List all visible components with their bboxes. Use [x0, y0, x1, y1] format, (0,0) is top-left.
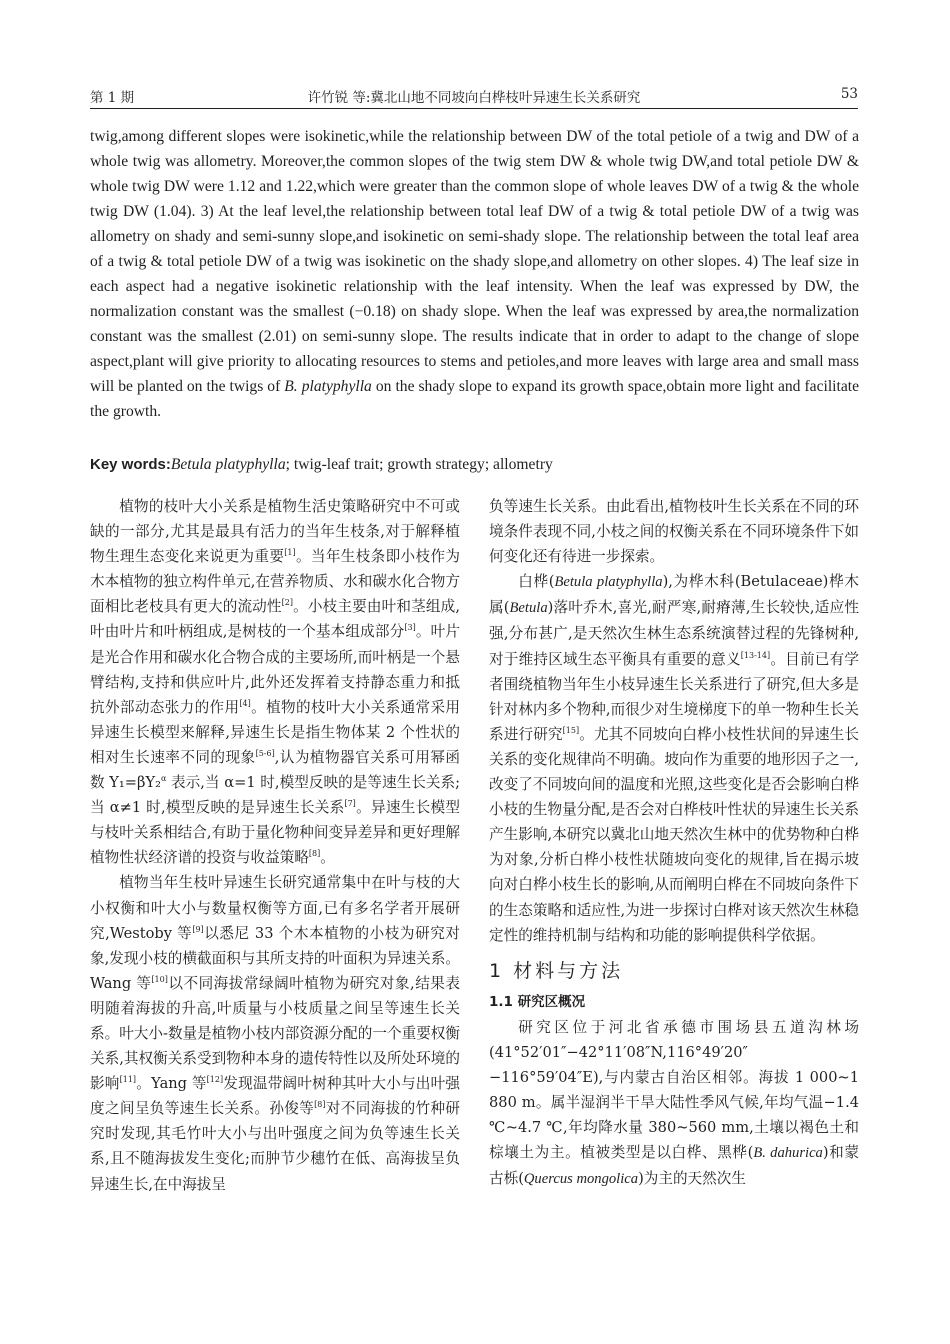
- text: 。异速生长模型与枝叶关系相结合,有助于量化物种间变异差异和更好理解植物性状经济谱的投资与收益策略: [90, 799, 460, 867]
- text: 植物当年生枝叶异速生长研究通常集中在叶与枝的大小权衡和叶大小与数量权衡等方面,已有多名学者开展研究,Westoby 等: [90, 874, 460, 942]
- text: 。叶片是光合作用和碳水化合物合成的主要场所,而叶柄是一个悬臂结构,支持和供应叶片,此外还发挥着支持静态重力和抵抗外部动态张力的作用: [90, 623, 460, 716]
- intro-paragraph-1: [90, 494, 460, 870]
- text: 以不同海拔常绿阔叶植物为研究对象,结果表明随着海拔的升高,叶质量与小枝质量之间呈等速生长关系。叶大小-数量是植物小枝内部资源分配的一个重要权衡关系,其权衡关系受到物种本身的遗传特性以及所处环境的影响: [90, 974, 460, 1093]
- keywords-rest: ; twig-leaf trait; growth strategy; allometry: [285, 456, 553, 473]
- citation: [9]: [192, 924, 204, 934]
- citation: [15]: [562, 725, 580, 735]
- citation: [11]: [119, 1075, 137, 1085]
- citation: [3]: [404, 623, 416, 633]
- page-number: 53: [840, 86, 858, 102]
- text: 植物的枝叶大小关系是植物生活史策略研究中不可或缺的一部分,尤其是最具有活力的当年生枝条,对于解释植物生理生态变化来说更为重要: [90, 498, 460, 566]
- species-name: B. dahurica: [753, 1145, 823, 1162]
- text: 表示,当 α=1 时,模型反映的是等速生长关系;当 α≠1 时,模型反映的是异速生长关系: [90, 774, 460, 817]
- text: 。目前已有学者围绕植物当年生小枝异速生长关系进行了研究,但大多是针对林内多个物种,而很少对生境梯度下的单一物种生长关系进行研究: [489, 650, 859, 743]
- formula-exponent: α: [160, 774, 167, 784]
- abstract-text-end: on the shady slope to expand its growth space,obtain more light and facilitate the growth.: [90, 378, 859, 420]
- citation: [4]: [239, 698, 251, 708]
- running-header: [90, 86, 858, 109]
- keywords: [90, 452, 859, 477]
- text: 。小枝主要由叶和茎组成,叶由叶片和叶柄组成,是树枝的一个基本组成部分: [90, 598, 460, 641]
- citation: [8]: [314, 1100, 326, 1110]
- right-column: [489, 494, 859, 1193]
- keywords-label: Key words:: [90, 456, 171, 473]
- genus-name: Betula: [509, 600, 548, 617]
- issue-label: 第 1 期: [90, 90, 135, 106]
- citation: [13-14]: [740, 650, 771, 660]
- abstract-text: twig,among different slopes were isokinetic,while the relationship between DW of the total petiole of a twig and DW of a whole twig was allometry. Moreover,the common slopes of the twig stem DW & whole twig DW,and total petiole DW & whole twig DW were 1.12 and 1.22,which were greater than the common slope of whole leaves DW of a twig & the whole twig DW (1.04). 3) At the leaf level,the relationship between total leaf DW of a twig & total petiole DW of a twig was allometry on shady and semi-sunny slope,and isokinetic on semi-shady slope. The relationship between the total leaf area of a twig & total petiole DW of a twig was isokinetic on the shady slope,and allometry on other slopes. 4) The leaf size in each aspect had a negative isokinetic relationship with the leaf intensity. When the leaf was expressed by DW, the normalization constant was the smallest (−0.18) on shady slope. When the leaf was expressed by area,the normalization constant was the smallest (2.01) on semi-sunny slope. The results indicate that in order to adapt to the change of slope aspect,plant will give priority to allocating resources to stems and petioles,and more leaves with large area and small mass will be planted on the twigs of: [90, 128, 859, 395]
- intro-paragraph-2: [90, 870, 460, 1196]
- text: 。: [320, 849, 335, 867]
- citation: [5-6]: [255, 748, 275, 758]
- text: 研究区位于河北省承德市围场县五道沟林场(41°52′01″−42°11′08″N,116°49′20″−116°59′04″E),与内蒙古自治区相邻。海拔 1 000~1 880 m。属半湿润半干旱大陆性季风气候,年均气温−1.4 ℃~4.7 ℃,年均降水量 380~560 mm,土壤以褐色土和棕壤土为主。植被类型是以白桦、黑桦(: [489, 1018, 859, 1162]
- citation: [2]: [281, 598, 294, 608]
- text: 。Yang 等: [136, 1075, 207, 1093]
- section-heading-1: 1 材料与方法: [489, 959, 624, 982]
- study-area-paragraph: [489, 1015, 859, 1193]
- intro-paragraph-2-continued: 负等速生长关系。由此看出,植物枝叶生长关系在不同的环境条件表现不同,小枝之间的权衡关系在不同环境条件下如何变化还有待进一步探索。: [489, 498, 859, 566]
- english-abstract: [90, 124, 859, 424]
- section-heading-1-1: 1.1 研究区概况: [489, 993, 586, 1010]
- keywords-species: Betula platyphylla: [170, 456, 286, 473]
- text: )落叶乔木,喜光,耐严寒,耐瘠薄,生长较快,适应性强,分布甚广,是天然次生林生态系统演替过程的先锋树种,对于维持区域生态平衡具有重要的意义: [489, 599, 860, 668]
- citation: [12]: [206, 1075, 224, 1085]
- text: 。尤其不同坡向白桦小枝性状间的异速生长关系的变化规律尚不明确。坡向作为重要的地形因子之一,改变了不同坡向间的温度和光照,这些变化是否会影响白桦小枝的生物量分配,是否会对白桦枝叶性状的异速生长关系产生影响,本研究以冀北山地天然次生林中的优势物种白桦为对象,分析白桦小枝性状随坡向变化的规律,旨在揭示坡向对白桦小枝生长的影响,从而阐明白桦在不同坡向条件下的生态策略和适应性,为进一步探讨白桦对该天然次生林稳定性的维持机制与结构和功能的影响提供科学依据。: [489, 725, 859, 944]
- intro-paragraph-3: [489, 569, 859, 947]
- left-column: [90, 494, 460, 1197]
- species-name: Quercus mongolica: [523, 1171, 639, 1188]
- running-title: 许竹锐 等:冀北山地不同坡向白桦枝叶异速生长关系研究: [307, 90, 641, 106]
- text: 发现温带阔叶树种其叶大小与出叶强度之间呈负等速生长关系。孙俊等: [90, 1075, 460, 1118]
- formula-text: ,认为植物器官关系可用幂函数 Y₁=βY₂: [90, 748, 460, 792]
- citation: [8]: [308, 849, 321, 859]
- text: 对不同海拔的竹种研究时发现,其毛竹叶大小与出叶强度之间为负等速生长关系,且不随海拔发生变化;而肿节少穗竹在低、高海拔呈负异速生长,在中海拔呈: [90, 1100, 460, 1193]
- text: )为主的天然次生: [638, 1170, 746, 1188]
- citation: [7]: [344, 799, 356, 809]
- citation: [1]: [284, 548, 296, 558]
- text: 白桦(: [518, 573, 555, 591]
- text: 。植物的枝叶大小关系通常采用异速生长模型来解释,异速生长是指生物体某 2 个性状的相对生长速率不同的现象: [90, 698, 460, 766]
- text: ),为桦木科(Betulaceae)桦木属(: [489, 573, 859, 617]
- abstract-species: B. platyphylla: [284, 378, 372, 395]
- text: 。当年生枝条即小枝作为木本植物的独立构件单元,在营养物质、水和碳水化合物方面相比老枝具有更大的流动性: [90, 548, 460, 616]
- citation: [10]: [151, 974, 168, 984]
- text: )和蒙古栎(: [489, 1144, 859, 1188]
- species-name: Betula platyphylla: [554, 574, 663, 591]
- text: 以悉尼 33 个木本植物的小枝为研究对象,发现小枝的横截面积与其所支持的叶面积为异速关系。Wang 等: [90, 924, 460, 992]
